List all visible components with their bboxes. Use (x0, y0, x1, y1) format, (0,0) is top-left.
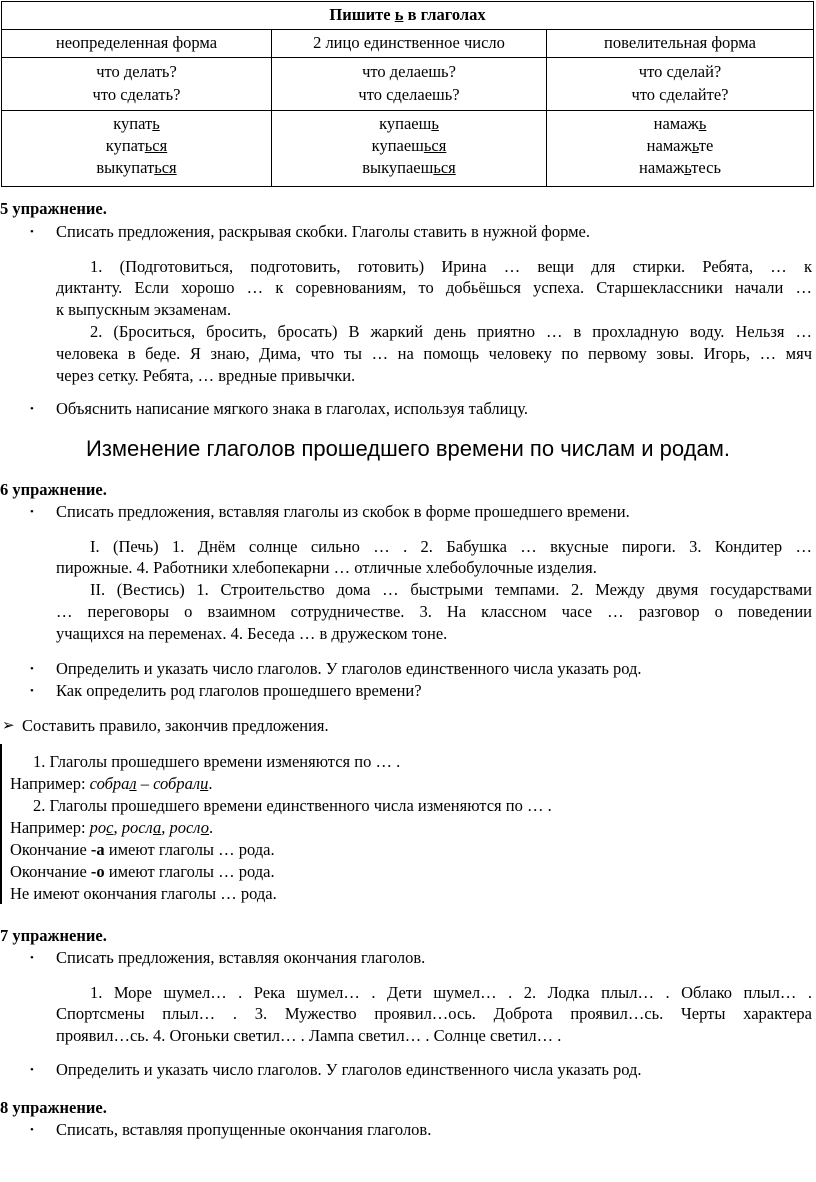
table-cell: намажь намажьте намажьтесь (547, 111, 814, 187)
table-cell: что делаешь? что сделаешь? (272, 58, 547, 111)
table-cell: купать купаться выкупаться (2, 111, 272, 187)
exercise-6-text-line: … переговоры о взаимном сотрудничестве. 3. На классном часе … разговор о поведении (56, 602, 812, 621)
exercise-5-text-line: через сетку. Ребята, … вредные привычки. (56, 366, 356, 385)
exercise-6-task-1: Списать предложения, вставляя глаголы из скобок в форме прошедшего времени. (56, 502, 630, 521)
exercise-6-task-2: Определить и указать число глаголов. У глаголов единственного числа указать род. (56, 659, 642, 678)
rule-example-2: Например: рос, росла, росло. (10, 818, 214, 837)
column-header: 2 лицо единственное число (272, 30, 547, 58)
rule-line-2: 2. Глаголы прошедшего времени единственного числа изменяются по … . (33, 796, 552, 815)
rule-task: Составить правило, закончив предложения. (22, 716, 329, 735)
bullet-icon: • (30, 403, 34, 415)
exercise-6-task-3: Как определить род глаголов прошедшего времени? (56, 681, 422, 700)
exercise-7-text-line: проявил…сь. 4. Огоньки светил… . Лампа светил… . Солнце светил… . (56, 1026, 562, 1045)
exercise-5-task-2: Объяснить написание мягкого знака в глаголах, используя таблицу. (56, 399, 528, 418)
bullet-icon: • (30, 226, 34, 238)
bullet-icon: • (30, 1124, 34, 1136)
rule-line-1: 1. Глаголы прошедшего времени изменяются по … . (33, 752, 401, 771)
exercise-6-text-line: I. (Печь) 1. Днём солнце сильно … . 2. Бабушка … вкусные пироги. 3. Кондитер … (90, 537, 812, 556)
exercise-5-text-line: 2. (Броситься, бросить, бросать) В жаркий день приятно … в прохладную воду. Нельзя … (90, 322, 812, 341)
bullet-icon: • (30, 952, 34, 964)
exercise-5-text-line: человека в беде. Я знаю, Дима, что ты … на помощь человеку по первому зовы. Игорь, … мяч (56, 344, 812, 363)
rule-block-bar (0, 744, 2, 904)
exercise-7-text-line: Спортсмены плыл… . 3. Мужество проявил…ось. Доброта проявил…сь. Черты характера (56, 1004, 812, 1023)
section-heading: Изменение глаголов прошедшего времени по числам и родам. (86, 436, 730, 461)
arrow-icon: ➢ (2, 718, 15, 734)
exercise-5-text-line: диктанту. Если хорошо … к соревнованиям, то добьёшься успеха. Старшеклассники начали … (56, 278, 812, 297)
rule-example-1: Например: собрал – собрали. (10, 774, 213, 793)
exercise-7-title: 7 упражнение. (0, 926, 107, 945)
column-header: повелительная форма (547, 30, 814, 58)
exercise-7-text-line: 1. Море шумел… . Река шумел… . Дети шумел… . 2. Лодка плыл… . Облако плыл… . (90, 983, 812, 1002)
bullet-icon: • (30, 663, 34, 675)
rule-no-ending: Не имеют окончания глаголы … рода. (10, 884, 277, 903)
exercise-5-title: 5 упражнение. (0, 199, 107, 218)
exercise-8-title: 8 упражнение. (0, 1098, 107, 1117)
table-cell: что сделай? что сделайте? (547, 58, 814, 111)
verb-soft-sign-table (1, 1, 814, 187)
bullet-icon: • (30, 685, 34, 697)
exercise-5-text-line: 1. (Подготовиться, подготовить, готовить) Ирина … вещи для стирки. Ребята, … к (90, 257, 812, 276)
exercise-8-task-1: Списать, вставляя пропущенные окончания глаголов. (56, 1120, 432, 1139)
table-cell: что делать? что сделать? (2, 58, 272, 111)
bullet-icon: • (30, 1064, 34, 1076)
table-title: Пишите ь в глаголах (2, 2, 814, 30)
exercise-6-text-line: учащихся на переменах. 4. Беседа … в дружеском тоне. (56, 624, 448, 643)
exercise-7-task-2: Определить и указать число глаголов. У глаголов единственного числа указать род. (56, 1060, 642, 1079)
rule-ending-a: Окончание -а имеют глаголы … рода. (10, 840, 275, 859)
exercise-5-text-line: к выпускным экзаменам. (56, 300, 232, 319)
table-cell: купаешь купаешься выкупаешься (272, 111, 547, 187)
rule-ending-o: Окончание -о имеют глаголы … рода. (10, 862, 275, 881)
exercise-5-task-1: Списать предложения, раскрывая скобки. Глаголы ставить в нужной форме. (56, 222, 590, 241)
exercise-6-text-line: пирожные. 4. Работники хлебопекарни … отличные хлебобулочные изделия. (56, 558, 597, 577)
exercise-6-title: 6 упражнение. (0, 480, 107, 499)
exercise-7-task-1: Списать предложения, вставляя окончания глаголов. (56, 948, 426, 967)
bullet-icon: • (30, 506, 34, 518)
exercise-6-text-line: II. (Вестись) 1. Строительство дома … быстрыми темпами. 2. Между двумя государствами (90, 580, 812, 599)
column-header: неопределенная форма (2, 30, 272, 58)
